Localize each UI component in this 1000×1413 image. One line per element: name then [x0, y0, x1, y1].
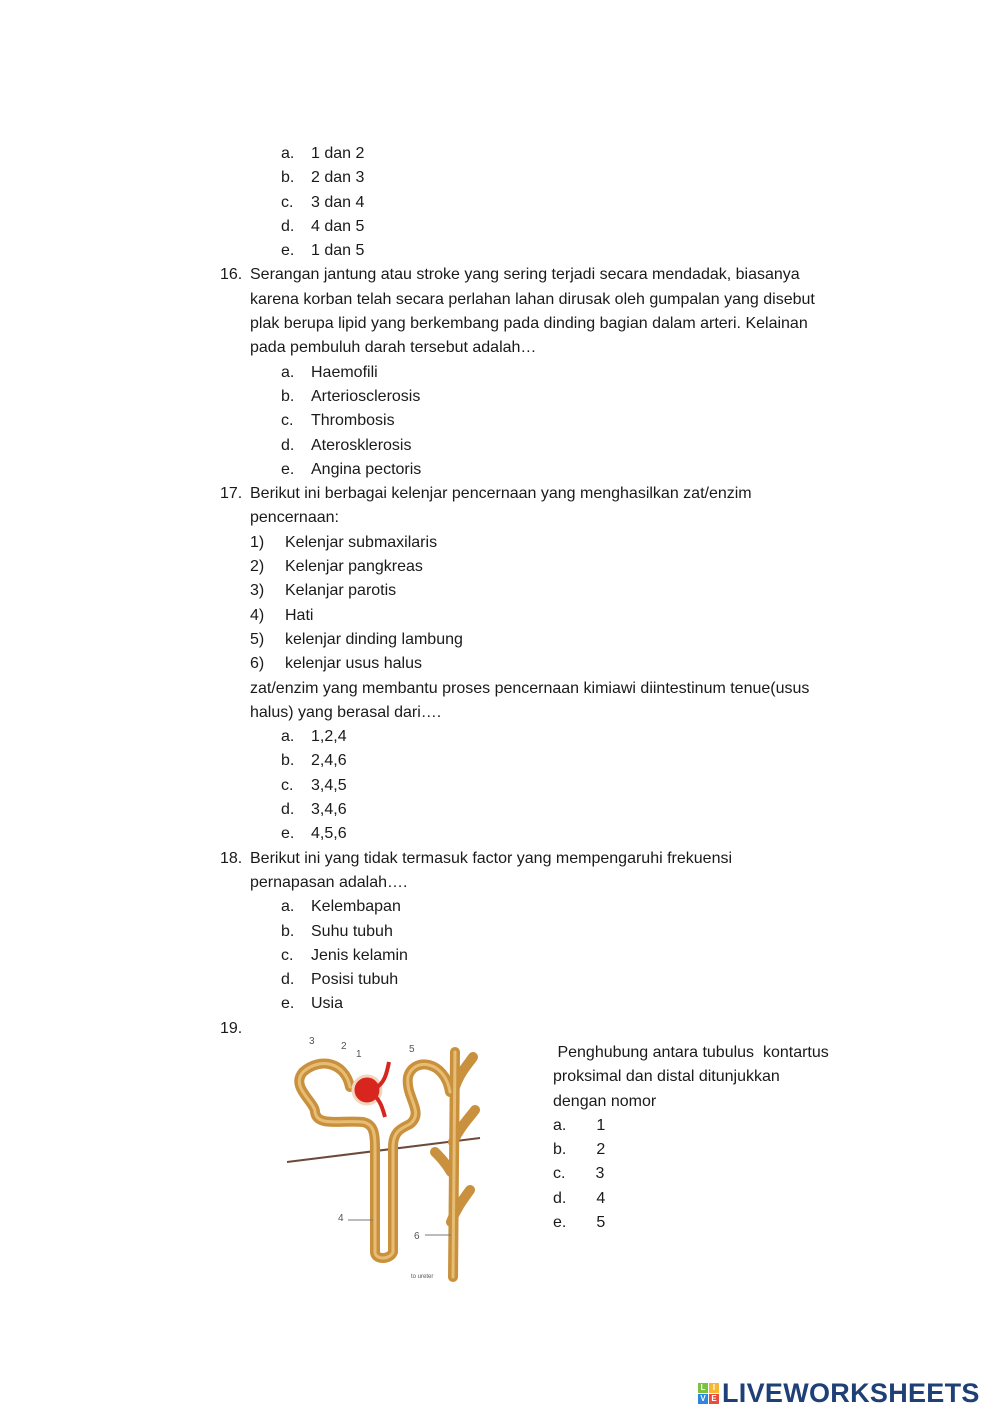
question-17 — [220, 482, 860, 531]
option-text: Jenis kelamin — [311, 946, 408, 964]
option-text: 1 dan 5 — [311, 242, 365, 260]
option[interactable] — [553, 1162, 863, 1186]
option[interactable] — [220, 191, 860, 215]
option-text: 1 — [596, 1116, 606, 1134]
option[interactable] — [220, 725, 860, 749]
option-letter: b. — [281, 169, 295, 187]
option-text: Suhu tubuh — [311, 922, 393, 940]
option-letter: b. — [553, 1141, 567, 1159]
option-letter: a. — [281, 363, 295, 381]
option-letter: c. — [553, 1165, 566, 1183]
option-letter: a. — [553, 1116, 567, 1134]
nephron-diagram — [285, 1032, 485, 1287]
option-text: 3,4,6 — [311, 801, 347, 819]
option[interactable] — [220, 385, 860, 409]
item-number: 2) — [250, 558, 265, 576]
option-text: 3 — [595, 1165, 605, 1183]
question-text: Serangan jantung atau stroke yang sering terjadi secara mendadak, biasanya — [250, 266, 800, 284]
q15-options — [220, 142, 860, 263]
question-number: 16. — [220, 266, 243, 284]
list-item — [220, 579, 860, 603]
option-text: Aterosklerosis — [311, 436, 412, 454]
diagram-label: to ureter — [411, 1274, 434, 1280]
option[interactable] — [220, 822, 860, 846]
question-text: Berikut ini berbagai kelenjar pencernaan yang menghasilkan zat/enzim — [250, 485, 752, 503]
option[interactable] — [220, 774, 860, 798]
question-text: pada pembuluh darah tersebut adalah… — [250, 339, 537, 357]
option-letter: d. — [553, 1189, 567, 1207]
option[interactable] — [220, 798, 860, 822]
item-number: 1) — [250, 533, 265, 551]
question-text: proksimal dan distal ditunjukkan — [553, 1068, 780, 1086]
option-letter: e. — [281, 995, 295, 1013]
diagram-label: 6 — [414, 1231, 420, 1242]
option-text: Kelembapan — [311, 898, 401, 916]
option-text: 2,4,6 — [311, 752, 347, 770]
option-letter: e. — [281, 825, 295, 843]
option[interactable] — [220, 434, 860, 458]
option-text: 4 — [596, 1189, 606, 1207]
option-text: 4,5,6 — [311, 825, 347, 843]
item-number: 4) — [250, 606, 265, 624]
option[interactable] — [220, 968, 860, 992]
option[interactable] — [220, 215, 860, 239]
item-text: Kelenjar pangkreas — [285, 558, 423, 576]
option-text: Thrombosis — [311, 412, 395, 430]
option-text: 3 dan 4 — [311, 193, 365, 211]
question-18 — [220, 847, 860, 896]
question-flow — [220, 142, 860, 1041]
option-text: Posisi tubuh — [311, 971, 399, 989]
option-letter: b. — [281, 922, 295, 940]
option-letter: a. — [281, 898, 295, 916]
item-number: 3) — [250, 582, 265, 600]
diagram-label: 2 — [341, 1041, 347, 1052]
option-letter: c. — [281, 946, 294, 964]
logo-mark-icon: L I V E — [698, 1383, 719, 1404]
question-text: zat/enzim yang membantu proses pencernaan kimiawi diintestinum tenue(usus — [250, 679, 810, 697]
option-letter: d. — [281, 971, 295, 989]
option-letter: e. — [281, 242, 295, 260]
option-letter: c. — [281, 412, 294, 430]
question-16 — [220, 263, 860, 360]
item-number: 5) — [250, 630, 265, 648]
option[interactable] — [220, 409, 860, 433]
option[interactable] — [220, 458, 860, 482]
list-item — [220, 604, 860, 628]
option-text: Arteriosclerosis — [311, 387, 421, 405]
option-text: 2 dan 3 — [311, 169, 365, 187]
option-text: 2 — [596, 1141, 606, 1159]
question-19-text — [553, 1041, 863, 1235]
diagram-label: 1 — [356, 1049, 362, 1060]
option[interactable] — [220, 895, 860, 919]
option-letter: d. — [281, 217, 295, 235]
diagram-label: 4 — [338, 1213, 344, 1224]
list-item — [220, 628, 860, 652]
option[interactable] — [220, 166, 860, 190]
item-text: Hati — [285, 606, 314, 624]
list-item — [220, 531, 860, 555]
list-item — [220, 555, 860, 579]
question-text: halus) yang berasal dari…. — [250, 703, 442, 721]
question-text: Berikut ini yang tidak termasuk factor yang mempengaruhi frekuensi — [250, 849, 733, 867]
option[interactable] — [220, 142, 860, 166]
question-text: karena korban telah secara perlahan lahan dirusak oleh gumpalan yang disebut — [250, 290, 815, 308]
option-text: 3,4,5 — [311, 776, 347, 794]
option[interactable] — [553, 1187, 863, 1211]
diagram-label: 3 — [309, 1036, 315, 1047]
question-number: 18. — [220, 849, 243, 867]
item-text: kelenjar dinding lambung — [285, 630, 463, 648]
logo-text: LIVEWORKSHEETS — [722, 1378, 980, 1408]
option[interactable] — [553, 1211, 863, 1235]
option[interactable] — [220, 749, 860, 773]
question-text: pencernaan: — [250, 509, 339, 527]
question-text: pernapasan adalah…. — [250, 873, 408, 891]
option[interactable] — [220, 239, 860, 263]
option-letter: a. — [281, 145, 295, 162]
question-number: 17. — [220, 485, 243, 503]
option-text: Usia — [311, 995, 344, 1013]
item-text: kelenjar usus halus — [285, 655, 422, 673]
question-text: dengan nomor — [553, 1092, 657, 1110]
option-letter: a. — [281, 728, 295, 746]
option-letter: c. — [281, 193, 294, 211]
liveworksheets-logo — [698, 1378, 980, 1409]
item-number: 6) — [250, 655, 265, 673]
option-letter: d. — [281, 801, 295, 819]
option[interactable] — [553, 1138, 863, 1162]
option-letter: c. — [281, 776, 294, 794]
option-text: 1 dan 2 — [311, 145, 365, 162]
option-letter: e. — [281, 460, 295, 478]
option-letter: e. — [553, 1214, 567, 1232]
question-number: 19. — [220, 1019, 243, 1037]
item-text: Kelenjar submaxilaris — [285, 533, 438, 551]
option[interactable] — [220, 944, 860, 968]
list-item — [220, 652, 860, 676]
option-letter: b. — [281, 752, 295, 770]
option-text: 4 dan 5 — [311, 217, 365, 235]
question-text: plak berupa lipid yang berkembang pada dinding bagian dalam arteri. Kelainan — [250, 315, 808, 333]
option-text: 5 — [596, 1214, 606, 1232]
option-letter: b. — [281, 387, 295, 405]
option[interactable] — [220, 992, 860, 1016]
option-letter: d. — [281, 436, 295, 454]
option[interactable] — [553, 1114, 863, 1138]
item-text: Kelanjar parotis — [285, 582, 397, 600]
option[interactable] — [220, 920, 860, 944]
diagram-label: 5 — [409, 1044, 415, 1055]
option-text: Angina pectoris — [311, 460, 422, 478]
option-text: Haemofili — [311, 363, 378, 381]
option-text: 1,2,4 — [311, 728, 347, 746]
option[interactable] — [220, 361, 860, 385]
question-text: Penghubung antara tubulus kontartus — [553, 1044, 829, 1061]
